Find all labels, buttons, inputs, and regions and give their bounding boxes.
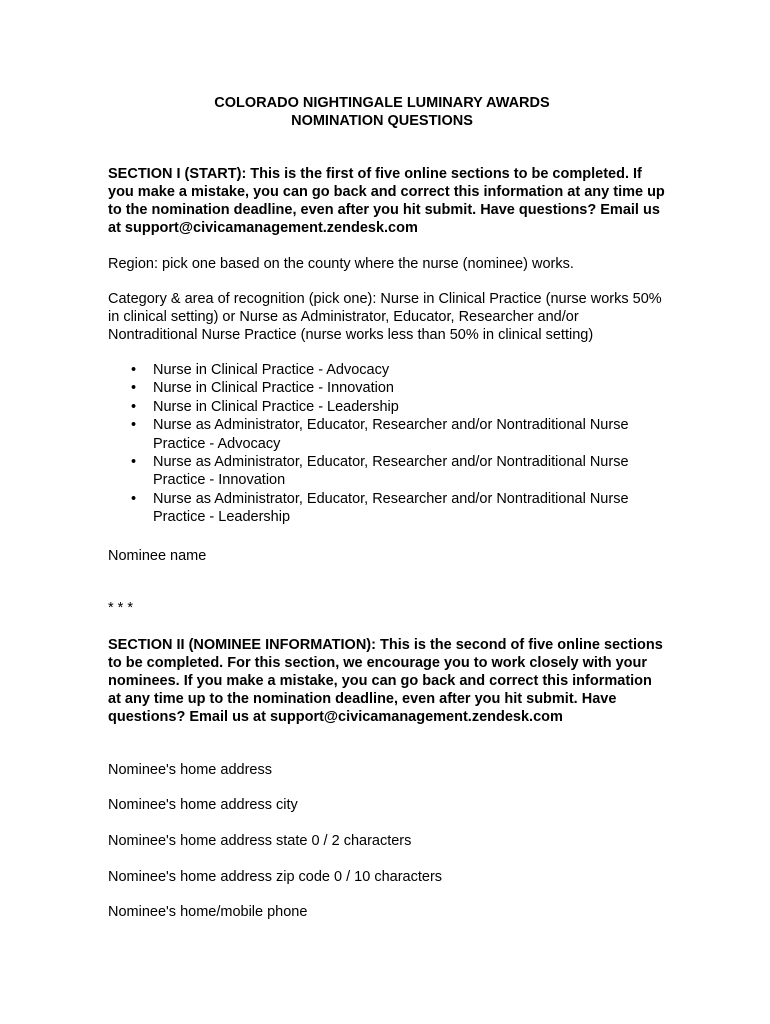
option-label: Nurse in Clinical Practice - Innovation	[153, 380, 394, 397]
option-label: Nurse in Clinical Practice - Advocacy	[153, 362, 390, 378]
category-option	[108, 416, 668, 453]
bullet-icon: •	[131, 417, 137, 434]
document-title-line2: NOMINATION QUESTIONS	[291, 113, 473, 129]
bullet-icon: •	[131, 490, 137, 507]
category-option	[108, 379, 668, 397]
nominee-name-question: Nominee name	[108, 548, 207, 564]
bullet-icon: •	[131, 362, 137, 378]
section-separator: * * *	[108, 600, 133, 616]
category-option	[108, 490, 668, 527]
region-question: Region: pick one based on the county where the nurse (nominee) works.	[108, 256, 574, 272]
option-label: Nurse in Clinical Practice - Leadership	[153, 398, 399, 415]
home-address-question: Nominee's home address	[108, 762, 272, 778]
bullet-icon: •	[131, 398, 137, 415]
bullet-icon: •	[131, 454, 137, 471]
category-option	[108, 398, 668, 416]
home-city-question: Nominee's home address city	[108, 797, 298, 813]
home-zip-question: Nominee's home address zip code 0 / 10 characters	[108, 869, 443, 885]
bullet-icon: •	[131, 380, 137, 397]
home-phone-question: Nominee's home/mobile phone	[108, 904, 308, 920]
document-title-line1: COLORADO NIGHTINGALE LUMINARY AWARDS	[214, 95, 550, 111]
home-state-question: Nominee's home address state 0 / 2 characters	[108, 833, 412, 849]
option-label: Nurse as Administrator, Educator, Researcher and/or Nontraditional Nurse Practice - Advocacy	[153, 417, 629, 452]
category-question: Category & area of recognition (pick one): Nurse in Clinical Practice (nurse works 50% in clinical setting) or Nurse as Administrator, Educator, Researcher and/or Nontraditional Nurse Practice (nurse works less than 50% in clinical setting)	[108, 291, 662, 343]
option-label: Nurse as Administrator, Educator, Researcher and/or Nontraditional Nurse Practice - Leadership	[153, 490, 629, 526]
category-option	[108, 453, 668, 490]
section2-heading: SECTION II (NOMINEE INFORMATION): This is the second of five online sections to be completed. For this section, we encourage you to work closely with your nominees. If you make a mistake, you can go back and correct this information at any time up to the nomination deadline, even after you hit submit. Have questions? Email us at support@civicamanagement.zendesk.com	[108, 637, 663, 725]
category-option	[108, 361, 668, 379]
option-label: Nurse as Administrator, Educator, Researcher and/or Nontraditional Nurse Practice - Innovation	[153, 454, 629, 489]
category-options-list	[108, 361, 668, 527]
section1-heading: SECTION I (START): This is the first of five online sections to be completed. If you make a mistake, you can go back and correct this information at any time up to the nomination deadline, even after you hit submit. Have questions? Email us at support@civicamanagement.zendesk.com	[108, 166, 665, 236]
